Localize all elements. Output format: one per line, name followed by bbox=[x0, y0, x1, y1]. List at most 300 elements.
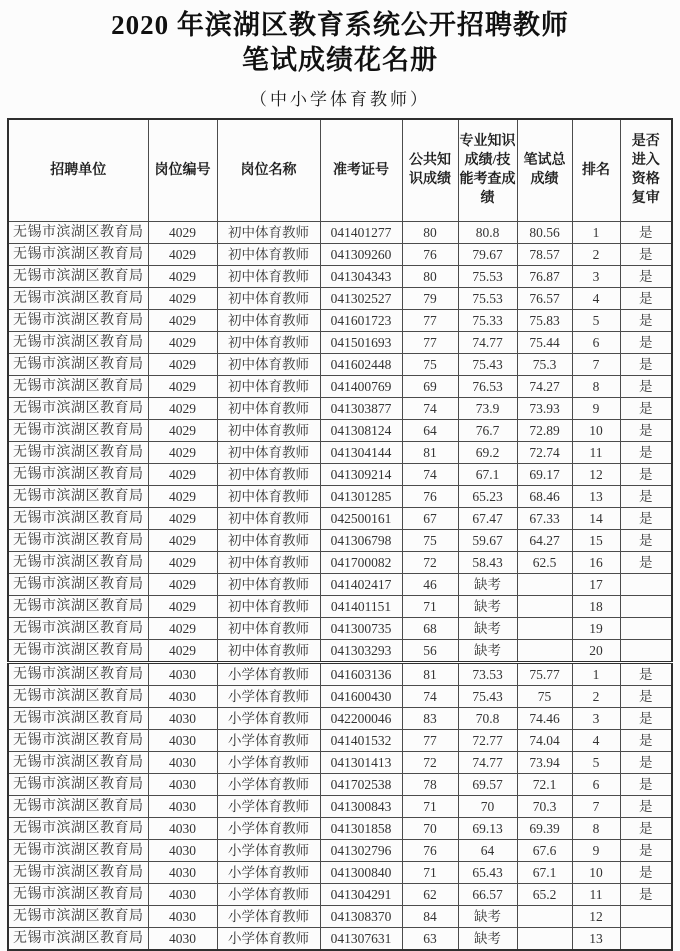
table-cell: 79.67 bbox=[458, 243, 517, 265]
table-cell: 16 bbox=[572, 551, 620, 573]
table-cell: 67.1 bbox=[458, 463, 517, 485]
table-cell bbox=[620, 573, 672, 595]
table-cell: 4029 bbox=[148, 419, 217, 441]
table-cell: 72 bbox=[402, 551, 458, 573]
table-cell: 4030 bbox=[148, 883, 217, 905]
table-cell: 72.1 bbox=[517, 773, 572, 795]
table-cell: 72.77 bbox=[458, 729, 517, 751]
table-row bbox=[8, 551, 672, 573]
table-cell: 无锡市滨湖区教育局 bbox=[8, 729, 148, 751]
table-cell: 初中体育教师 bbox=[217, 375, 320, 397]
table-cell: 初中体育教师 bbox=[217, 617, 320, 639]
table-cell: 18 bbox=[572, 595, 620, 617]
table-cell: 67.47 bbox=[458, 507, 517, 529]
table-row bbox=[8, 507, 672, 529]
table-cell: 初中体育教师 bbox=[217, 507, 320, 529]
table-cell: 2 bbox=[572, 685, 620, 707]
table-cell: 67.33 bbox=[517, 507, 572, 529]
table-cell: 041302527 bbox=[320, 287, 402, 309]
table-cell: 73.94 bbox=[517, 751, 572, 773]
table-cell: 无锡市滨湖区教育局 bbox=[8, 287, 148, 309]
table-cell: 4029 bbox=[148, 331, 217, 353]
table-cell: 初中体育教师 bbox=[217, 331, 320, 353]
table-cell: 76 bbox=[402, 839, 458, 861]
table-cell: 74.27 bbox=[517, 375, 572, 397]
table-cell: 初中体育教师 bbox=[217, 551, 320, 573]
table-cell: 无锡市滨湖区教育局 bbox=[8, 309, 148, 331]
table-cell: 初中体育教师 bbox=[217, 595, 320, 617]
table-cell: 10 bbox=[572, 419, 620, 441]
table-cell: 10 bbox=[572, 861, 620, 883]
table-cell: 无锡市滨湖区教育局 bbox=[8, 419, 148, 441]
table-cell: 20 bbox=[572, 639, 620, 662]
table-cell: 75 bbox=[402, 529, 458, 551]
table-cell: 无锡市滨湖区教育局 bbox=[8, 551, 148, 573]
table-cell: 042200046 bbox=[320, 707, 402, 729]
table-cell: 74 bbox=[402, 397, 458, 419]
column-header-total-written-score: 笔试总成绩 bbox=[517, 119, 572, 221]
table-cell: 是 bbox=[620, 529, 672, 551]
table-row bbox=[8, 839, 672, 861]
table-cell: 69 bbox=[402, 375, 458, 397]
table-cell: 无锡市滨湖区教育局 bbox=[8, 617, 148, 639]
table-cell: 041303293 bbox=[320, 639, 402, 662]
table-cell: 4029 bbox=[148, 463, 217, 485]
table-cell: 4 bbox=[572, 287, 620, 309]
table-cell: 6 bbox=[572, 773, 620, 795]
table-cell: 78.57 bbox=[517, 243, 572, 265]
table-cell: 12 bbox=[572, 463, 620, 485]
table-cell: 81 bbox=[402, 662, 458, 685]
table-cell: 无锡市滨湖区教育局 bbox=[8, 662, 148, 685]
column-header-position-name: 岗位名称 bbox=[217, 119, 320, 221]
table-cell: 041501693 bbox=[320, 331, 402, 353]
table-cell: 是 bbox=[620, 707, 672, 729]
table-cell: 75.44 bbox=[517, 331, 572, 353]
table-row bbox=[8, 595, 672, 617]
table-cell: 72.74 bbox=[517, 441, 572, 463]
table-cell: 9 bbox=[572, 839, 620, 861]
table-cell: 041400769 bbox=[320, 375, 402, 397]
table-cell: 4029 bbox=[148, 353, 217, 375]
table-row bbox=[8, 883, 672, 905]
table-cell: 初中体育教师 bbox=[217, 287, 320, 309]
table-cell: 4029 bbox=[148, 221, 217, 243]
table-cell: 是 bbox=[620, 795, 672, 817]
table-cell: 041308124 bbox=[320, 419, 402, 441]
table-row bbox=[8, 707, 672, 729]
table-cell: 无锡市滨湖区教育局 bbox=[8, 353, 148, 375]
table-cell: 初中体育教师 bbox=[217, 265, 320, 287]
table-cell: 041309214 bbox=[320, 463, 402, 485]
table-cell: 5 bbox=[572, 751, 620, 773]
table-cell: 71 bbox=[402, 861, 458, 883]
table-cell: 72.89 bbox=[517, 419, 572, 441]
table-cell: 缺考 bbox=[458, 905, 517, 927]
table-cell: 是 bbox=[620, 551, 672, 573]
table-cell: 71 bbox=[402, 595, 458, 617]
table-row bbox=[8, 573, 672, 595]
table-cell: 76 bbox=[402, 243, 458, 265]
table-cell bbox=[620, 905, 672, 927]
table-cell: 77 bbox=[402, 309, 458, 331]
table-cell: 81 bbox=[402, 441, 458, 463]
table-cell: 77 bbox=[402, 729, 458, 751]
table-cell: 4030 bbox=[148, 685, 217, 707]
table-cell: 无锡市滨湖区教育局 bbox=[8, 795, 148, 817]
table-cell: 041603136 bbox=[320, 662, 402, 685]
table-cell: 4029 bbox=[148, 485, 217, 507]
table-cell: 12 bbox=[572, 905, 620, 927]
table-row bbox=[8, 485, 672, 507]
table-cell: 69.57 bbox=[458, 773, 517, 795]
table-cell: 041303877 bbox=[320, 397, 402, 419]
table-cell: 73.53 bbox=[458, 662, 517, 685]
table-cell: 64.27 bbox=[517, 529, 572, 551]
table-cell: 041401277 bbox=[320, 221, 402, 243]
table-cell: 是 bbox=[620, 353, 672, 375]
table-cell: 是 bbox=[620, 397, 672, 419]
table-cell: 4030 bbox=[148, 729, 217, 751]
table-row bbox=[8, 729, 672, 751]
table-cell: 是 bbox=[620, 419, 672, 441]
table-cell: 74.77 bbox=[458, 331, 517, 353]
table-row bbox=[8, 243, 672, 265]
table-cell: 76.7 bbox=[458, 419, 517, 441]
table-row bbox=[8, 353, 672, 375]
table-cell: 是 bbox=[620, 441, 672, 463]
table-cell: 72 bbox=[402, 751, 458, 773]
table-cell: 无锡市滨湖区教育局 bbox=[8, 485, 148, 507]
table-row bbox=[8, 441, 672, 463]
table-cell: 4030 bbox=[148, 707, 217, 729]
table-cell: 042500161 bbox=[320, 507, 402, 529]
table-cell: 11 bbox=[572, 883, 620, 905]
table-cell: 小学体育教师 bbox=[217, 707, 320, 729]
table-cell: 是 bbox=[620, 817, 672, 839]
table-cell: 初中体育教师 bbox=[217, 485, 320, 507]
document-subtitle: （中小学体育教师） bbox=[250, 90, 430, 109]
table-cell: 5 bbox=[572, 309, 620, 331]
table-cell: 76.53 bbox=[458, 375, 517, 397]
table-cell: 初中体育教师 bbox=[217, 441, 320, 463]
table-row bbox=[8, 309, 672, 331]
table-cell: 是 bbox=[620, 751, 672, 773]
column-header-position-code: 岗位编号 bbox=[148, 119, 217, 221]
table-cell: 70.3 bbox=[517, 795, 572, 817]
table-cell: 6 bbox=[572, 331, 620, 353]
table-cell: 无锡市滨湖区教育局 bbox=[8, 905, 148, 927]
table-cell: 小学体育教师 bbox=[217, 905, 320, 927]
table-cell: 无锡市滨湖区教育局 bbox=[8, 221, 148, 243]
table-cell: 是 bbox=[620, 309, 672, 331]
table-cell: 75.77 bbox=[517, 662, 572, 685]
table-cell: 4029 bbox=[148, 595, 217, 617]
table-row bbox=[8, 221, 672, 243]
table-cell: 无锡市滨湖区教育局 bbox=[8, 331, 148, 353]
table-cell: 无锡市滨湖区教育局 bbox=[8, 595, 148, 617]
column-header-professional-skill-score: 专业知识成绩/技能考查成绩 bbox=[458, 119, 517, 221]
table-cell: 4030 bbox=[148, 817, 217, 839]
table-cell: 7 bbox=[572, 353, 620, 375]
table-cell: 4030 bbox=[148, 751, 217, 773]
table-cell: 67.1 bbox=[517, 861, 572, 883]
table-cell bbox=[517, 617, 572, 639]
table-cell: 75.3 bbox=[517, 353, 572, 375]
table-cell: 041402417 bbox=[320, 573, 402, 595]
table-cell: 无锡市滨湖区教育局 bbox=[8, 265, 148, 287]
table-cell: 76 bbox=[402, 485, 458, 507]
table-cell bbox=[620, 595, 672, 617]
table-cell: 4029 bbox=[148, 617, 217, 639]
table-cell: 无锡市滨湖区教育局 bbox=[8, 817, 148, 839]
table-cell: 4030 bbox=[148, 861, 217, 883]
table-cell: 初中体育教师 bbox=[217, 353, 320, 375]
table-cell: 是 bbox=[620, 861, 672, 883]
table-cell: 4030 bbox=[148, 927, 217, 950]
table-cell: 4029 bbox=[148, 551, 217, 573]
table-cell: 初中体育教师 bbox=[217, 529, 320, 551]
table-cell: 缺考 bbox=[458, 595, 517, 617]
title-block bbox=[0, 0, 680, 110]
document-title-line2: 笔试成绩花名册 bbox=[242, 45, 438, 75]
table-row bbox=[8, 861, 672, 883]
table-cell: 是 bbox=[620, 883, 672, 905]
table-cell: 无锡市滨湖区教育局 bbox=[8, 573, 148, 595]
table-row bbox=[8, 375, 672, 397]
table-cell: 初中体育教师 bbox=[217, 573, 320, 595]
table-cell: 19 bbox=[572, 617, 620, 639]
table-cell: 65.23 bbox=[458, 485, 517, 507]
table-cell: 4030 bbox=[148, 662, 217, 685]
table-cell: 041401532 bbox=[320, 729, 402, 751]
table-cell: 4030 bbox=[148, 773, 217, 795]
table-cell: 041308370 bbox=[320, 905, 402, 927]
table-row bbox=[8, 331, 672, 353]
table-cell: 69.2 bbox=[458, 441, 517, 463]
table-cell: 75.33 bbox=[458, 309, 517, 331]
table-cell: 041300735 bbox=[320, 617, 402, 639]
table-cell: 4029 bbox=[148, 397, 217, 419]
column-header-admission-ticket-number: 准考证号 bbox=[320, 119, 402, 221]
column-header-qualification-review: 是否进入资格复审 bbox=[620, 119, 672, 221]
column-header-public-knowledge-score: 公共知识成绩 bbox=[402, 119, 458, 221]
table-cell: 小学体育教师 bbox=[217, 861, 320, 883]
table-cell: 1 bbox=[572, 221, 620, 243]
table-row bbox=[8, 639, 672, 662]
table-cell: 64 bbox=[402, 419, 458, 441]
table-cell: 是 bbox=[620, 507, 672, 529]
table-cell: 小学体育教师 bbox=[217, 927, 320, 950]
table-cell: 041304144 bbox=[320, 441, 402, 463]
table-cell: 75 bbox=[517, 685, 572, 707]
table-row bbox=[8, 662, 672, 685]
table-cell: 4029 bbox=[148, 265, 217, 287]
table-cell: 小学体育教师 bbox=[217, 773, 320, 795]
table-cell: 是 bbox=[620, 463, 672, 485]
table-cell: 无锡市滨湖区教育局 bbox=[8, 243, 148, 265]
table-cell: 74.77 bbox=[458, 751, 517, 773]
table-cell bbox=[517, 573, 572, 595]
table-cell: 4030 bbox=[148, 839, 217, 861]
table-cell: 是 bbox=[620, 773, 672, 795]
table-cell: 76.57 bbox=[517, 287, 572, 309]
table-cell: 8 bbox=[572, 375, 620, 397]
table-cell: 4030 bbox=[148, 795, 217, 817]
table-cell: 041601723 bbox=[320, 309, 402, 331]
table-cell: 是 bbox=[620, 485, 672, 507]
table-cell: 78 bbox=[402, 773, 458, 795]
table-cell: 75.83 bbox=[517, 309, 572, 331]
table-cell: 76.87 bbox=[517, 265, 572, 287]
table-cell: 小学体育教师 bbox=[217, 817, 320, 839]
table-row bbox=[8, 685, 672, 707]
table-cell: 是 bbox=[620, 331, 672, 353]
table-cell: 是 bbox=[620, 221, 672, 243]
table-cell: 4 bbox=[572, 729, 620, 751]
table-cell: 041600430 bbox=[320, 685, 402, 707]
table-cell: 75.53 bbox=[458, 265, 517, 287]
table-cell: 4029 bbox=[148, 309, 217, 331]
table-row bbox=[8, 265, 672, 287]
table-cell: 13 bbox=[572, 927, 620, 950]
table-cell: 无锡市滨湖区教育局 bbox=[8, 639, 148, 662]
table-cell: 是 bbox=[620, 662, 672, 685]
table-cell: 62 bbox=[402, 883, 458, 905]
table-row bbox=[8, 529, 672, 551]
table-cell: 65.43 bbox=[458, 861, 517, 883]
table-cell: 041702538 bbox=[320, 773, 402, 795]
table-cell: 缺考 bbox=[458, 639, 517, 662]
table-cell: 80.8 bbox=[458, 221, 517, 243]
table-cell: 9 bbox=[572, 397, 620, 419]
table-cell: 小学体育教师 bbox=[217, 795, 320, 817]
table-cell: 初中体育教师 bbox=[217, 463, 320, 485]
table-cell: 缺考 bbox=[458, 927, 517, 950]
table-cell: 75.43 bbox=[458, 353, 517, 375]
table-cell: 7 bbox=[572, 795, 620, 817]
table-cell: 74.46 bbox=[517, 707, 572, 729]
table-cell: 67.6 bbox=[517, 839, 572, 861]
table-cell: 46 bbox=[402, 573, 458, 595]
table-cell: 70 bbox=[402, 817, 458, 839]
table-cell: 小学体育教师 bbox=[217, 729, 320, 751]
table-row bbox=[8, 287, 672, 309]
table-cell: 041304343 bbox=[320, 265, 402, 287]
table-cell: 4029 bbox=[148, 639, 217, 662]
table-cell: 77 bbox=[402, 331, 458, 353]
table-cell: 4029 bbox=[148, 507, 217, 529]
table-cell bbox=[620, 927, 672, 950]
table-cell: 69.13 bbox=[458, 817, 517, 839]
table-cell: 3 bbox=[572, 707, 620, 729]
table-cell: 初中体育教师 bbox=[217, 221, 320, 243]
table-cell bbox=[517, 639, 572, 662]
table-cell: 75 bbox=[402, 353, 458, 375]
table-cell: 4029 bbox=[148, 441, 217, 463]
table-cell: 041300843 bbox=[320, 795, 402, 817]
table-row bbox=[8, 817, 672, 839]
table-cell: 75.53 bbox=[458, 287, 517, 309]
table-cell: 无锡市滨湖区教育局 bbox=[8, 707, 148, 729]
table-cell: 4029 bbox=[148, 287, 217, 309]
table-row bbox=[8, 419, 672, 441]
table-row bbox=[8, 773, 672, 795]
table-cell: 是 bbox=[620, 729, 672, 751]
table-cell: 无锡市滨湖区教育局 bbox=[8, 773, 148, 795]
table-cell: 68 bbox=[402, 617, 458, 639]
table-row bbox=[8, 927, 672, 950]
table-cell: 68.46 bbox=[517, 485, 572, 507]
table-cell: 是 bbox=[620, 287, 672, 309]
table-cell bbox=[620, 617, 672, 639]
table-cell bbox=[517, 595, 572, 617]
table-cell: 8 bbox=[572, 817, 620, 839]
table-cell: 041401151 bbox=[320, 595, 402, 617]
table-cell: 小学体育教师 bbox=[217, 839, 320, 861]
table-cell: 041307631 bbox=[320, 927, 402, 950]
table-cell: 58.43 bbox=[458, 551, 517, 573]
table-cell: 初中体育教师 bbox=[217, 243, 320, 265]
table-cell: 无锡市滨湖区教育局 bbox=[8, 375, 148, 397]
table-cell: 11 bbox=[572, 441, 620, 463]
table-cell: 无锡市滨湖区教育局 bbox=[8, 883, 148, 905]
table-cell: 无锡市滨湖区教育局 bbox=[8, 397, 148, 419]
table-cell: 69.17 bbox=[517, 463, 572, 485]
score-table-body bbox=[8, 221, 672, 950]
table-cell: 56 bbox=[402, 639, 458, 662]
table-cell: 无锡市滨湖区教育局 bbox=[8, 441, 148, 463]
table-cell: 无锡市滨湖区教育局 bbox=[8, 751, 148, 773]
table-cell: 041302796 bbox=[320, 839, 402, 861]
table-cell: 14 bbox=[572, 507, 620, 529]
table-cell: 041309260 bbox=[320, 243, 402, 265]
table-cell: 4029 bbox=[148, 243, 217, 265]
table-cell: 无锡市滨湖区教育局 bbox=[8, 861, 148, 883]
table-cell: 041300840 bbox=[320, 861, 402, 883]
table-cell: 15 bbox=[572, 529, 620, 551]
table-cell: 小学体育教师 bbox=[217, 685, 320, 707]
table-row bbox=[8, 463, 672, 485]
table-cell: 63 bbox=[402, 927, 458, 950]
table-cell bbox=[517, 927, 572, 950]
table-cell: 041306798 bbox=[320, 529, 402, 551]
table-cell: 无锡市滨湖区教育局 bbox=[8, 839, 148, 861]
table-cell: 59.67 bbox=[458, 529, 517, 551]
table-cell: 是 bbox=[620, 243, 672, 265]
table-cell: 66.57 bbox=[458, 883, 517, 905]
table-cell: 无锡市滨湖区教育局 bbox=[8, 529, 148, 551]
table-cell: 041301285 bbox=[320, 485, 402, 507]
table-cell: 74.04 bbox=[517, 729, 572, 751]
table-cell: 小学体育教师 bbox=[217, 751, 320, 773]
table-cell: 无锡市滨湖区教育局 bbox=[8, 927, 148, 950]
table-cell: 是 bbox=[620, 375, 672, 397]
table-cell: 4029 bbox=[148, 529, 217, 551]
table-cell: 041304291 bbox=[320, 883, 402, 905]
table-cell: 4029 bbox=[148, 573, 217, 595]
table-cell: 74 bbox=[402, 685, 458, 707]
table-cell: 缺考 bbox=[458, 573, 517, 595]
table-cell: 75.43 bbox=[458, 685, 517, 707]
table-cell: 83 bbox=[402, 707, 458, 729]
table-cell: 74 bbox=[402, 463, 458, 485]
table-cell: 缺考 bbox=[458, 617, 517, 639]
table-cell: 67 bbox=[402, 507, 458, 529]
table-cell: 1 bbox=[572, 662, 620, 685]
table-cell: 041301413 bbox=[320, 751, 402, 773]
table-cell bbox=[620, 639, 672, 662]
